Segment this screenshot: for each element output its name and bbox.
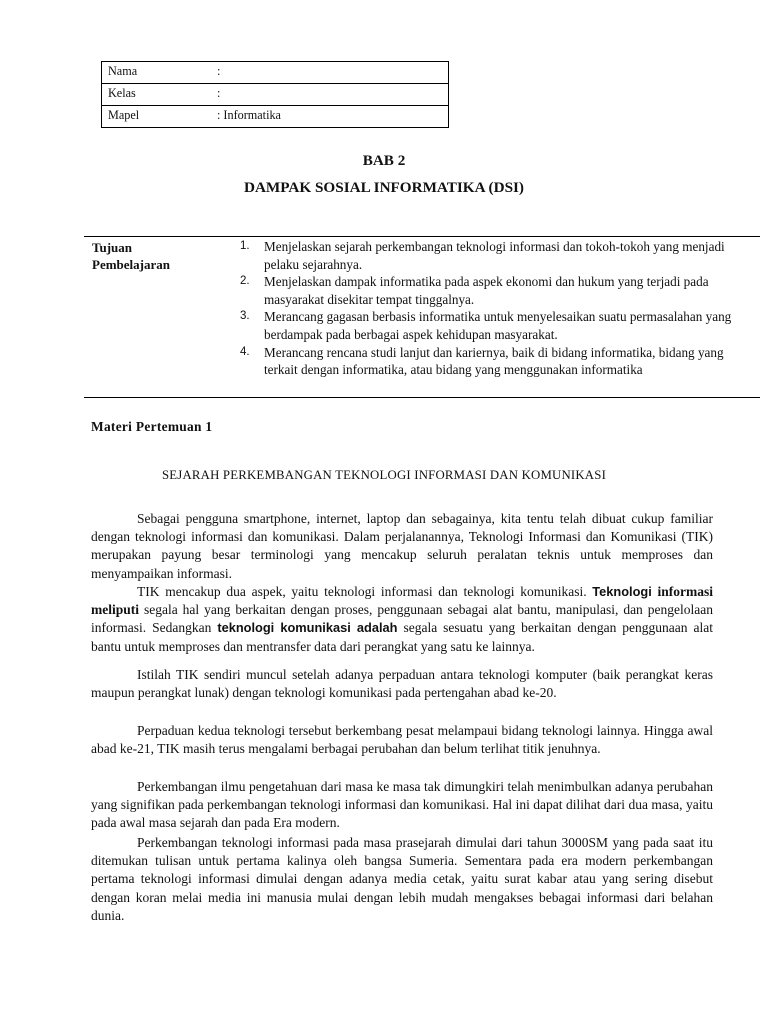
objective-number: 1. <box>240 240 250 252</box>
objectives-label <box>92 239 212 273</box>
objectives-label-line2: Pembelajaran <box>92 257 170 272</box>
identity-label: Kelas <box>102 84 212 106</box>
objective-item <box>240 238 754 273</box>
objectives-list <box>240 238 754 379</box>
paragraph-text: Perkembangan ilmu pengetahuan dari masa ke masa tak dimungkiri telah menimbulkan adanya perubahan yang signifikan pada perkembangan teknologi informasi dan komunikasi. Hal ini dapat dilihat dari dua masa, yaitu pada awal masa sejarah dan pada Era modern. <box>91 779 713 831</box>
identity-row-nama <box>102 62 449 84</box>
paragraph-6 <box>91 834 713 925</box>
objectives-label-line1: Tujuan <box>92 240 132 255</box>
chapter-title: DAMPAK SOSIAL INFORMATIKA (DSI) <box>243 179 524 196</box>
objective-text: Menjelaskan sejarah perkembangan teknologi informasi dan tokoh-tokoh yang menjadi pelaku sejarahnya. <box>264 239 725 272</box>
objective-number: 3. <box>240 310 250 323</box>
objective-item <box>240 308 754 343</box>
identity-value: : <box>211 84 449 106</box>
identity-row-mapel <box>102 106 449 128</box>
objective-text: Merancang rencana studi lanjut dan kariernya, baik di bidang informatika, bidang yang terkait dengan informatika, atau bidang yang menggunakan informatika <box>264 344 724 378</box>
identity-label: Mapel <box>102 106 212 128</box>
objective-item <box>240 344 754 379</box>
paragraph-4 <box>91 722 713 758</box>
identity-value: : <box>211 62 449 84</box>
objective-number: 4. <box>240 345 250 358</box>
learning-objectives-table <box>84 236 760 398</box>
paragraph-text: Perkembangan teknologi informasi pada masa prasejarah dimulai dari tahun 3000SM yang pada saat itu ditemukan tulisan untuk pertama kalinya oleh bangsa Sumeria. Sementara pada era modern perkembangan pertama teknologi informasi dimulai dengan adanya media cetak, yaitu surat kabar atau yang sering disebut dengan koran melai media ini manusia mulai dengan lebih mudah mengakses bebagai informasi dari belahan dunia. <box>91 835 713 923</box>
objective-number: 2. <box>240 275 250 288</box>
chapter-number: BAB 2 <box>362 152 406 169</box>
paragraph-span: segala sesuatu yang berkaitan dengan penggunaan alat bantu untuk memproses dan mentransfer data dari perangkat yang satu ke lainnya. <box>91 620 713 654</box>
identity-row-kelas <box>102 84 449 106</box>
paragraph-3 <box>91 666 713 702</box>
paragraph-5 <box>91 778 713 833</box>
paragraph-text: Sebagai pengguna smartphone, internet, laptop dan sebagainya, kita tentu telah dibuat cukup familiar dengan teknologi informasi dan komunikasi. Dalam perjalanannya, Teknologi Informasi dan Komunikasi (TIK) merupakan payung besar terminologi yang mencakup seluruh peralatan teknis untuk memproses dan menyampaikan informasi. <box>91 511 713 581</box>
paragraph-text: Istilah TIK sendiri muncul setelah adanya perpaduan antara teknologi komputer (baik perangkat keras maupun perangkat lunak) dengan teknologi komunikasi pada pertengahan abad ke-20. <box>91 667 713 701</box>
identity-label: Nama <box>102 62 212 84</box>
identity-value: : Informatika <box>211 106 449 128</box>
objective-text: Menjelaskan dampak informatika pada aspek ekonomi dan hukum yang terjadi pada masyarakat disekitar tempat tinggalnya. <box>264 274 709 307</box>
meeting-heading: Materi Pertemuan 1 <box>91 419 213 434</box>
paragraph-1 <box>91 510 713 583</box>
term-informasi-meliputi: informasi meliputi <box>91 584 713 618</box>
paragraph-span: segala hal yang berkaitan dengan proses, penggunaan sebagai alat bantu, manipulasi, dan pengelolaan informasi. Sedangkan <box>91 602 713 636</box>
term-teknologi-komunikasi: teknologi komunikasi adalah <box>217 620 398 636</box>
term-teknologi: Teknologi <box>592 584 652 599</box>
section-title: SEJARAH PERKEMBANGAN TEKNOLOGI INFORMASI DAN KOMUNIKASI <box>161 468 607 482</box>
identity-table <box>101 61 449 128</box>
paragraph-2 <box>91 583 713 656</box>
paragraph-text <box>91 583 713 656</box>
objective-item <box>240 273 754 308</box>
paragraph-span: TIK mencakup dua aspek, yaitu teknologi informasi dan teknologi komunikasi. <box>137 584 593 599</box>
paragraph-text: Perpaduan kedua teknologi tersebut berkembang pesat melampaui bidang teknologi lainnya. Hingga awal abad ke-21, TIK masih terus mengalami berbagai perubahan dan belum terlihat titik jenuhnya. <box>91 723 713 757</box>
objective-text: Merancang gagasan berbasis informatika untuk menyelesaikan suatu permasalahan yang berdampak pada berbagai aspek kehidupan masyarakat. <box>264 309 732 342</box>
